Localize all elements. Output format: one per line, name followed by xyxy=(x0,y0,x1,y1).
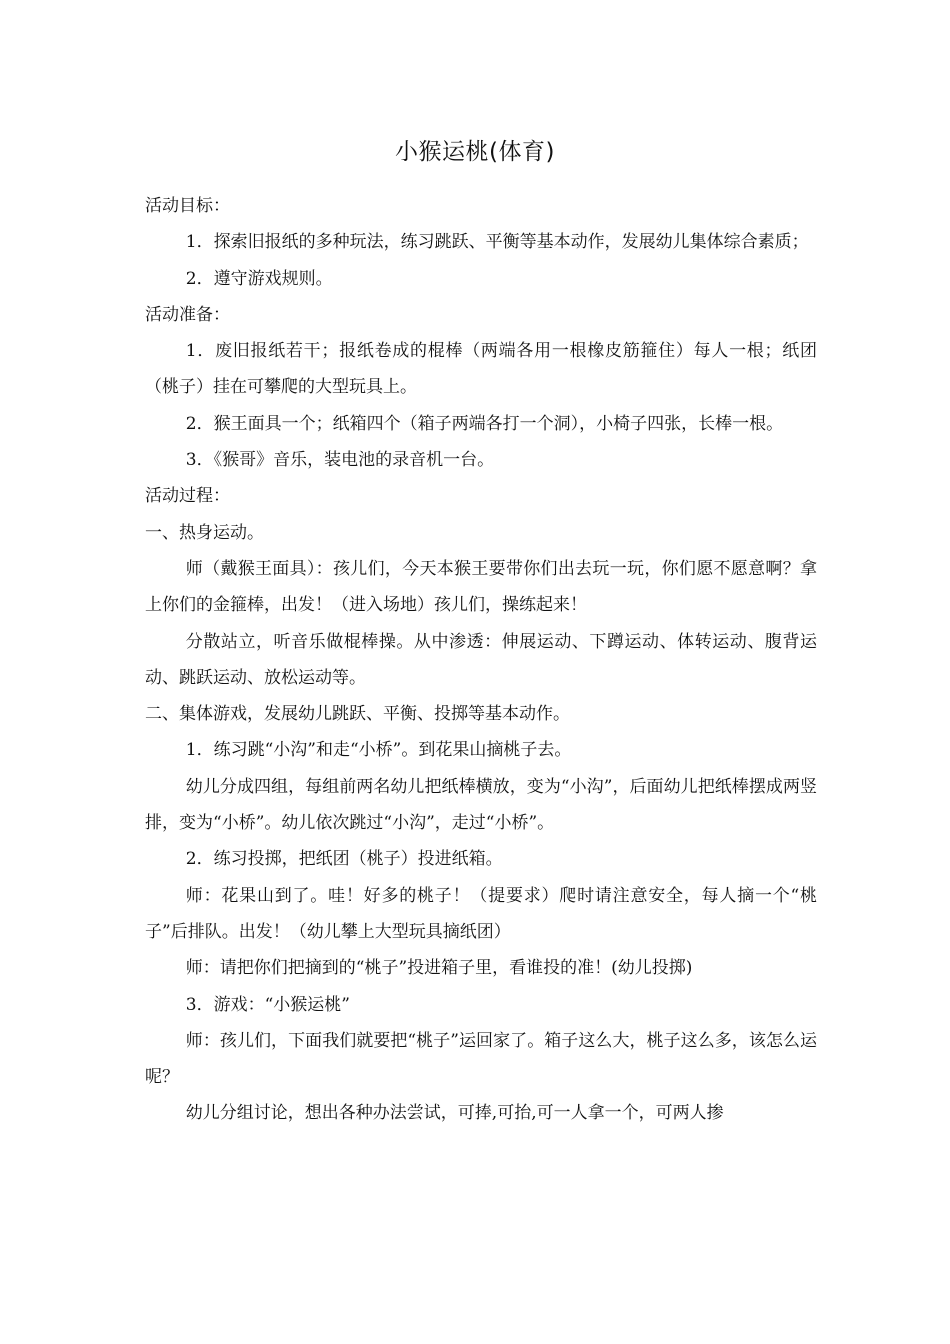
document-title: 小猴运桃(体育) xyxy=(395,139,555,165)
paragraph: 师：请把你们把摘到的“桃子”投进箱子里，看谁投的准！(幼儿投掷) xyxy=(185,958,693,979)
paragraph: 师（戴猴王面具）：孩儿们，今天本猴王要带你们出去玩一玩，你们愿不愿意啊？拿上你们的金箍棒，出发！（进入场地）孩儿们，操练起来！ xyxy=(145,558,817,616)
paragraph: 幼儿分成四组，每组前两名幼儿把纸棒横放，变为“小沟”，后面幼儿把纸棒摆成两竖排，变为“小桥”。幼儿依次跳过“小沟”，走过“小桥”。 xyxy=(145,776,817,834)
document-body xyxy=(145,188,817,1132)
paragraph: 1．探索旧报纸的多种玩法，练习跳跃、平衡等基本动作，发展幼儿集体综合素质； xyxy=(185,232,809,253)
paragraph: 活动准备： xyxy=(145,304,230,325)
paragraph: 1．废旧报纸若干；报纸卷成的棍棒（两端各用一根橡皮筋箍住）每人一根；纸团（桃子）挂在可攀爬的大型玩具上。 xyxy=(145,341,817,398)
paragraph: 师：孩儿们，下面我们就要把“桃子”运回家了。箱子这么大，桃子这么多，该怎么运呢？ xyxy=(145,1030,817,1088)
paragraph: 1．练习跳“小沟”和走“小桥”。到花果山摘桃子去。 xyxy=(185,740,572,761)
paragraph: 幼儿分组讨论，想出各种办法尝试，可捧,可抬,可一人拿一个，可两人掺 xyxy=(185,1103,724,1124)
paragraph: 3．《猴哥》音乐，装电池的录音机一台。 xyxy=(185,450,495,471)
paragraph: 2．练习投掷，把纸团（桃子）投进纸箱。 xyxy=(185,849,503,870)
paragraph: 活动过程： xyxy=(145,486,230,507)
paragraph: 一、热身运动。 xyxy=(145,522,264,543)
paragraph: 活动目标： xyxy=(145,196,230,216)
paragraph: 师：花果山到了。哇！好多的桃子！（提要求）爬时请注意安全，每人摘一个“桃子”后排队。出发！（幼儿攀上大型玩具摘纸团） xyxy=(145,885,817,942)
paragraph: 3．游戏：“小猴运桃” xyxy=(185,994,350,1015)
paragraph: 2．遵守游戏规则。 xyxy=(185,268,333,289)
paragraph: 二、集体游戏，发展幼儿跳跃、平衡、投掷等基本动作。 xyxy=(145,704,570,725)
paragraph: 2．猴王面具一个；纸箱四个（箱子两端各打一个洞），小椅子四张，长棒一根。 xyxy=(185,413,784,434)
paragraph: 分散站立，听音乐做棍棒操。从中渗透：伸展运动、下蹲运动、体转运动、腹背运动、跳跃运动、放松运动等。 xyxy=(145,631,817,688)
